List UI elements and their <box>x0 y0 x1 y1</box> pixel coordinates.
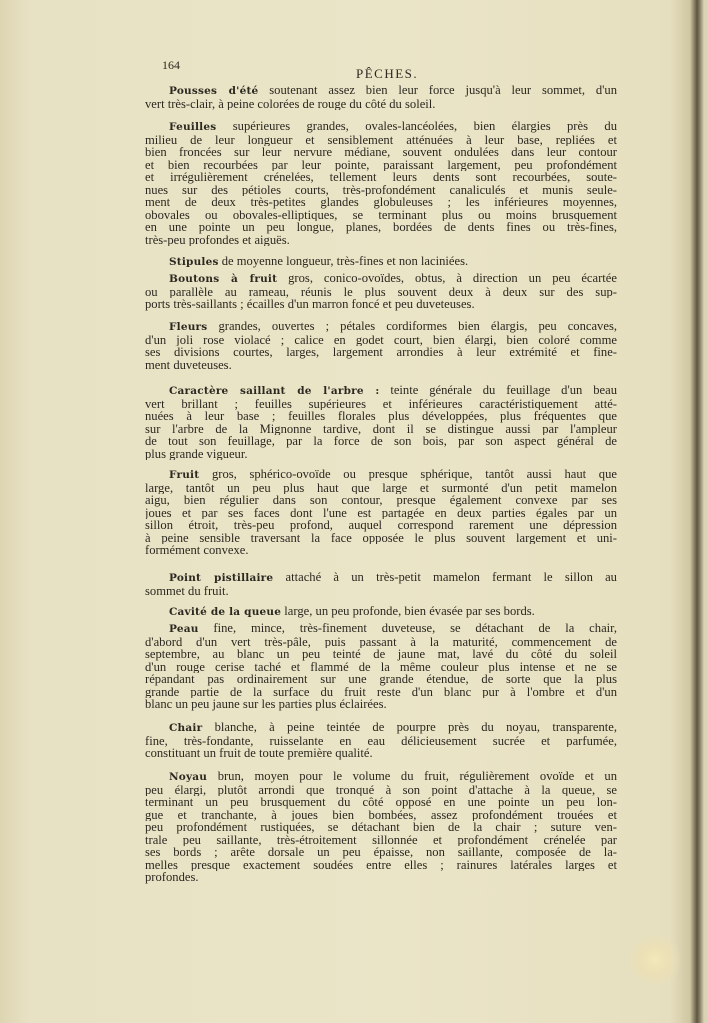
text-line <box>145 735 617 748</box>
line-text: obovales ou obovales-elliptiques, se terminant plus ou moins brusquement <box>145 208 617 221</box>
text-line <box>145 721 617 735</box>
text-line <box>145 507 617 520</box>
line-text: attaché à un très-petit mamelon fermant le sillon au <box>273 571 617 584</box>
line-text: de moyenne longueur, très-fines et non laciniées. <box>218 255 469 268</box>
text-line <box>145 196 617 209</box>
line-text: gros, conico-ovoïdes, obtus, à direction un peu écartée <box>277 272 617 285</box>
line-text: d'un joli rose violacé ; calice en godet court, bien élargi, bien coloré comme <box>145 333 617 346</box>
line-text: répandant pas ordinairement sur une grande étendue, de sorte que la plus <box>145 673 617 686</box>
text-line <box>145 482 617 495</box>
text-line <box>145 846 617 859</box>
text-line <box>145 571 617 585</box>
line-text: milieu de leur longueur et sensiblement atténuées à leur base, repliées et <box>145 133 617 146</box>
text-line <box>145 532 617 545</box>
paragraph <box>145 384 617 460</box>
line-text: vert très-clair, à peine colorées de rouge du côté du soleil. <box>145 97 436 110</box>
line-text: profondes. <box>145 871 199 884</box>
text-line <box>145 585 617 598</box>
line-text: blanche, à peine teintée de pourpre près du noyau, transparente, <box>202 721 617 734</box>
text-line <box>145 255 617 269</box>
paragraph <box>145 120 617 246</box>
text-line <box>145 448 617 461</box>
text-line <box>145 272 617 286</box>
text-line <box>145 159 617 172</box>
text-line <box>145 821 617 834</box>
line-text: grandes, ouvertes ; pétales cordiformes bien élargis, peu concaves, <box>207 320 617 333</box>
text-line <box>145 286 617 299</box>
paragraph <box>145 255 617 269</box>
paragraph <box>145 272 617 311</box>
text-line <box>145 747 617 760</box>
paragraph-lead: Boutons à fruit <box>169 273 278 285</box>
line-text: ses divisions courtes, larges, largement arrondies à leur extrémité et fine- <box>145 346 617 359</box>
line-text: constituant un fruit de toute première qualité. <box>145 747 373 760</box>
line-text: plus grande vigueur. <box>145 447 248 460</box>
text-line <box>145 209 617 222</box>
paragraph-lead: Pousses d'été <box>169 85 259 97</box>
line-text: à peine sensible traversant la face opposée le plus souvent largement et uni- <box>145 531 617 544</box>
line-text: fine, mince, très-finement duveteuse, se détachant de la chair, <box>198 622 617 635</box>
line-text: très-peu profondes et aiguës. <box>145 233 290 246</box>
text-line <box>145 84 617 98</box>
text-line <box>145 146 617 159</box>
text-line <box>145 494 617 507</box>
line-text: d'abord d'un vert très-pâle, puis passant à la maturité, commencement de <box>145 635 617 648</box>
line-text: melles presque exactement soudées entre elles ; rainures latérales larges et <box>145 858 617 871</box>
paragraph-lead: Noyau <box>169 771 208 783</box>
text-line <box>145 423 617 436</box>
text-line <box>145 605 617 619</box>
text-line <box>145 221 617 234</box>
line-text: soutenant assez bien leur force jusqu'à leur sommet, d'un <box>258 84 617 97</box>
paragraph <box>145 84 617 110</box>
text-line <box>145 184 617 197</box>
paper-stain <box>625 935 685 985</box>
line-text: et bien recourbées par leur pointe, paraissant largement, peu profondément <box>145 158 617 171</box>
paragraph <box>145 770 617 884</box>
line-text: fine, très-fondante, ruisselante en eau délicieusement sucrée et parfumée, <box>145 734 617 747</box>
line-text: ment de deux très-petites glandes globuleuses ; les inférieures moyennes, <box>145 196 617 209</box>
line-text: teinte générale du feuillage d'un beau <box>379 384 617 397</box>
line-text: et irrégulièrement crénelées, tellement leurs dents sont recourbées, soute- <box>145 171 617 184</box>
paragraph-lead: Caractère saillant de l'arbre : <box>169 385 380 397</box>
text-line <box>145 334 617 347</box>
text-line <box>145 871 617 884</box>
text-line <box>145 859 617 872</box>
paragraph-lead: Stipules <box>169 256 219 268</box>
text-line <box>145 320 617 334</box>
text-line <box>145 298 617 311</box>
line-text: trale peu saillante, très-étroitement sillonnée et profondément crénelée par <box>145 833 617 846</box>
line-text: ment duveteuses. <box>145 358 232 371</box>
line-text: sillon étroit, très-peu profond, auquel correspond rarement une dépression <box>145 519 617 532</box>
paragraph <box>145 721 617 760</box>
text-line <box>145 398 617 411</box>
line-text: joues et par ses faces dont l'une est partagée en deux parties égales par un <box>145 506 617 519</box>
line-text: terminant un peu brusquement du côté opposé en une pointe un peu lon- <box>145 796 617 809</box>
line-text: blanc un peu jaune sur les parties plus éclairées. <box>145 698 387 711</box>
paragraph-lead: Feuilles <box>169 121 217 133</box>
text-line <box>145 384 617 398</box>
line-text: ou parallèle au rameau, réunis le plus souvent deux à deux sur des sup- <box>145 285 617 298</box>
text-line <box>145 171 617 184</box>
line-text: gue et tranchante, à joues bien bombées, assez profondément trouées et <box>145 808 617 821</box>
line-text: large, tantôt un peu plus haut que large et surmonté d'un petit mamelon <box>145 481 617 494</box>
text-line <box>145 435 617 448</box>
paragraph-lead: Point pistillaire <box>169 572 274 584</box>
line-text: large, un peu profonde, bien évasée par ses bords. <box>281 605 535 618</box>
line-text: sommet du fruit. <box>145 584 229 597</box>
text-line <box>145 410 617 423</box>
line-text: bien froncées sur leur nervure médiane, souvent ondulées dans leur contour <box>145 146 617 159</box>
line-text: nues sur des pétioles courts, très-profondément canaliculés et munis seule- <box>145 183 617 196</box>
text-line <box>145 686 617 699</box>
text-line <box>145 519 617 532</box>
text-line <box>145 234 617 247</box>
line-text: peu profondément rustiquées, se détachant bien de la chair ; suture ven- <box>145 821 617 834</box>
text-line <box>145 468 617 482</box>
paragraph-lead: Chair <box>169 722 203 734</box>
paragraph-lead: Cavité de la queue <box>169 606 282 618</box>
line-text: supérieures grandes, ovales-lancéolées, bien élargies près du <box>216 120 617 133</box>
paragraph-lead: Fleurs <box>169 321 208 333</box>
text-line <box>145 809 617 822</box>
text-line <box>145 834 617 847</box>
text-line <box>145 784 617 797</box>
paragraph <box>145 622 617 711</box>
paragraph <box>145 468 617 557</box>
text-line <box>145 359 617 372</box>
text-line <box>145 622 617 636</box>
line-text: brun, moyen pour le volume du fruit, régulièrement ovoïde et un <box>207 770 617 783</box>
line-text: septembre, au blanc un peu teinté de jaune mat, lavé du côté du soleil <box>145 648 617 661</box>
paragraph-lead: Fruit <box>169 469 200 481</box>
line-text: aigu, bien régulier dans son contour, presque également convexe par ses <box>145 494 617 507</box>
text-line <box>145 346 617 359</box>
running-title: PÊCHES. <box>356 66 419 81</box>
text-line <box>145 98 617 111</box>
line-text: formément convexe. <box>145 544 249 557</box>
paragraph <box>145 320 617 371</box>
line-text: gros, sphérico-ovoïde ou presque sphérique, tantôt aussi haut que <box>199 468 617 481</box>
text-line <box>145 636 617 649</box>
line-text: ports très-saillants ; écailles d'un marron foncé et peu duveteuses. <box>145 298 475 311</box>
text-line <box>145 661 617 674</box>
text-line <box>145 648 617 661</box>
page-number: 164 <box>162 58 180 72</box>
paragraph <box>145 571 617 597</box>
line-text: peu élargi, plutôt arrondi que tronqué à son point d'attache à la queue, se <box>145 783 617 796</box>
line-text: en une pointe un peu longue, planes, bordées de dents fines ou très-fines, <box>145 221 617 234</box>
text-line <box>145 673 617 686</box>
line-text: de tout son feuillage, par la force de son bois, par son aspect général de <box>145 435 617 448</box>
line-text: ses bords ; arête dorsale un peu épaisse, non saillante, composée de la- <box>145 846 617 859</box>
text-line <box>145 770 617 784</box>
line-text: grande partie de la surface du fruit reste d'un blanc pur à l'ombre et d'un <box>145 685 617 698</box>
text-line <box>145 134 617 147</box>
text-line <box>145 698 617 711</box>
text-line <box>145 796 617 809</box>
line-text: sur l'arbre de la Mignonne tardive, dont il se distingue aussi par l'ampleur <box>145 422 617 435</box>
paragraph <box>145 605 617 619</box>
line-text: d'un rouge cerise taché et flammé de la même couleur plus intense et ne se <box>145 660 617 673</box>
line-text: vert brillant ; feuilles supérieures et inférieures caractéristiquement atté- <box>145 397 617 410</box>
text-line <box>145 120 617 134</box>
text-line <box>145 544 617 557</box>
paragraph-lead: Peau <box>169 623 199 635</box>
line-text: nuées à leur base ; feuilles florales plus développées, plus fréquentes que <box>145 410 617 423</box>
